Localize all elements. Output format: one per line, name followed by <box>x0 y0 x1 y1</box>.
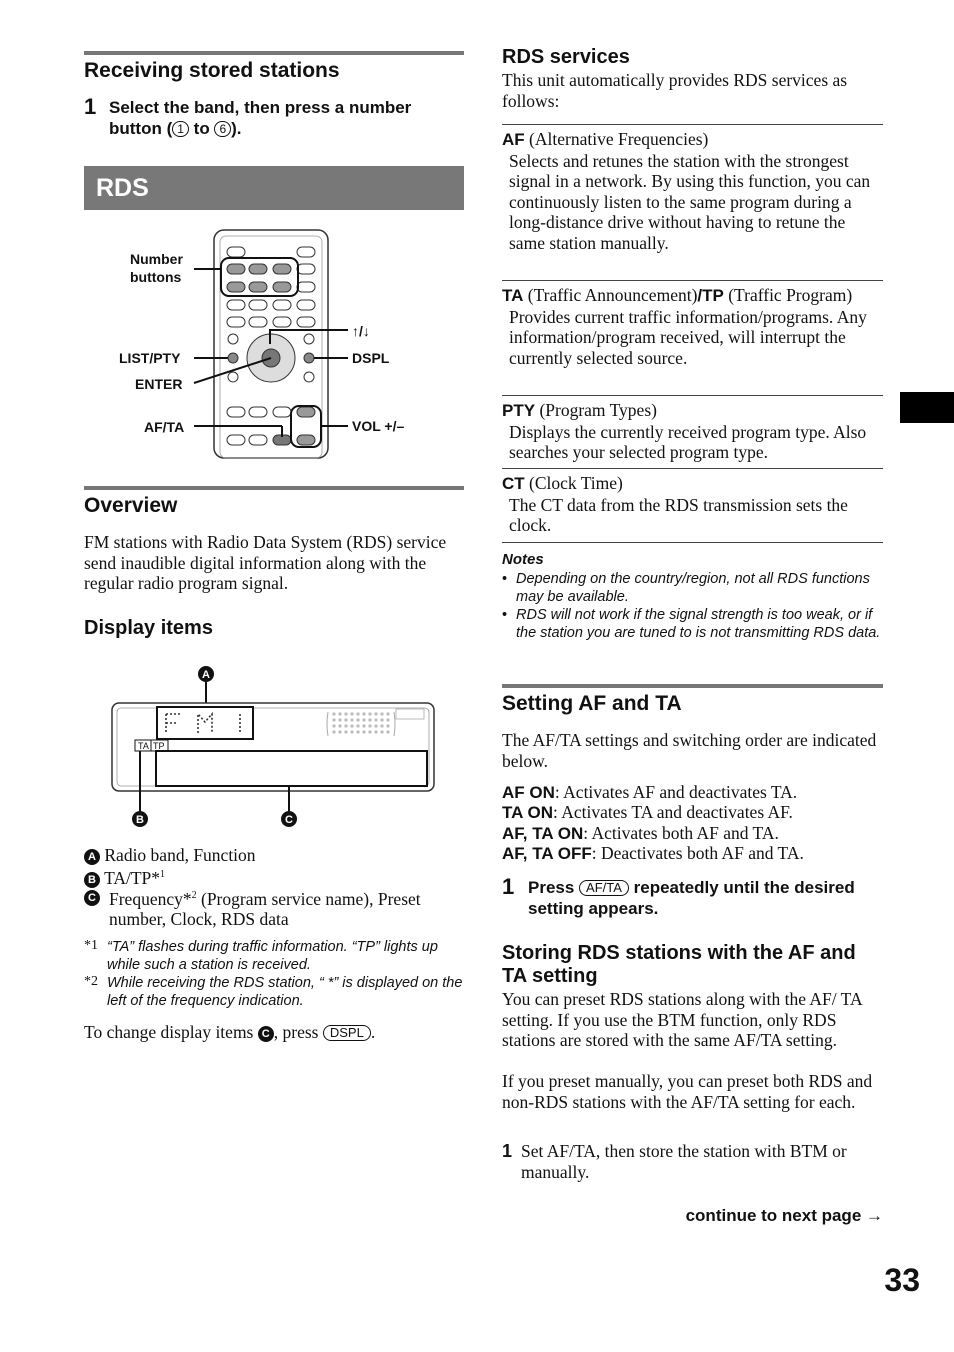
marker-b: B <box>136 814 144 826</box>
overview-title: Overview <box>84 494 178 517</box>
remote-label-af-ta: AF/TA <box>144 419 185 435</box>
receiving-step-text: Select the band, then press a number button ( 1 to 6 ). <box>109 98 412 138</box>
display-item-b: B TA/TP*$^1$ <box>84 865 464 888</box>
storing-step: 1 Set AF/TA, then store the station with BTM or manually. <box>502 1141 847 1182</box>
tp-indicator: TP <box>153 741 165 751</box>
remote-label-number-buttons-1: Number <box>130 251 183 267</box>
remote-label-enter: ENTER <box>135 376 183 392</box>
storing-p2: If you preset manually, you can preset both RDS and non-RDS stations with the AF/TA setting for each. <box>502 1071 873 1112</box>
page-number: 33 <box>884 1262 920 1298</box>
display-item-c: C Frequency*$^2$ (Program service name), Preset number, Clock, RDS data <box>84 886 464 930</box>
setting-title: Setting AF and TA <box>502 692 682 715</box>
receiving-step-number: 1 <box>84 94 97 119</box>
service-ta-tp: TA (Traffic Announcement)/TP (Traffic Program) Provides current traffic information/programs. Any information/program received, will interrupt the currently selected source. <box>502 280 883 395</box>
marker-a: A <box>202 669 210 681</box>
remote-label-dspl: DSPL <box>352 350 390 366</box>
setting-intro: The AF/TA settings and switching order are indicated below. <box>502 730 877 771</box>
receiving-title: Receiving stored stations <box>84 59 340 82</box>
setting-step-number: 1 <box>502 874 515 899</box>
service-ct: CT (Clock Time) The CT data from the RDS transmission sets the clock. <box>502 468 883 543</box>
overview-text: FM stations with Radio Data System (RDS) service send inaudible digital information along with the regular radio program signal. <box>84 532 447 594</box>
setting-mode: TA ON: Activates TA and deactivates AF. <box>502 802 793 822</box>
section-rule <box>84 51 464 55</box>
note-item: • Depending on the country/region, not all RDS functions may be available. <box>502 571 870 605</box>
continue-next-page: continue to next page → <box>685 1206 883 1225</box>
setting-mode: AF, TA OFF: Deactivates both AF and TA. <box>502 843 804 863</box>
display-items-title: Display items <box>84 617 213 639</box>
remote-label-arrows: ↑/↓ <box>352 323 370 339</box>
note-item: • RDS will not work if the signal strength is too weak, or if the station you are tuned to is not transmitting RDS data. <box>502 607 881 641</box>
storing-p1: You can preset RDS stations along with the AF/ TA setting. If you use the BTM function, only RDS stations are stored with the same AF/TA setting. <box>502 989 862 1051</box>
rds-services-intro: This unit automatically provides RDS services as follows: <box>502 70 848 111</box>
key-6: 6 <box>214 121 231 137</box>
section-rule <box>502 684 883 688</box>
rds-banner: RDS <box>84 166 464 210</box>
notes-title: Notes <box>502 551 544 568</box>
display-diagram <box>100 660 450 835</box>
section-rule <box>84 486 464 490</box>
remote-diagram <box>84 222 464 462</box>
setting-step-text: Press AF/TA repeatedly until the desired setting appears. <box>528 878 855 918</box>
footnote-1: *1 “TA” flashes during traffic information. “TP” lights up while such a station is received. <box>84 938 438 973</box>
edge-tab <box>900 392 954 423</box>
storing-title: Storing RDS stations with the AF and TA setting <box>502 942 856 987</box>
change-display-text: To change display items C , press DSPL . <box>84 1022 376 1042</box>
service-pty: PTY (Program Types) Displays the currently received program type. Also searches your selected program type. <box>502 395 883 468</box>
display-item-a: A Radio band, Function <box>84 845 464 866</box>
ta-indicator: TA <box>138 741 149 751</box>
setting-mode: AF, TA ON: Activates both AF and TA. <box>502 823 779 843</box>
dspl-key: DSPL <box>323 1025 371 1041</box>
footnote-2: *2 While receiving the RDS station, “ *” is displayed on the left of the frequency indication. <box>84 974 463 1009</box>
af-ta-key: AF/TA <box>579 880 629 896</box>
services-bottom-rule <box>502 542 883 543</box>
rds-services-title: RDS services <box>502 46 630 68</box>
marker-c: C <box>285 814 293 826</box>
setting-mode: AF ON: Activates AF and deactivates TA. <box>502 782 798 802</box>
remote-label-number-buttons-2: buttons <box>130 269 182 285</box>
service-af: AF (Alternative Frequencies) Selects and retunes the station with the strongest signal in a network. By using this function, you can continuously listen to the same program during a long-distance drive without having to retune the same station manually. <box>502 124 883 281</box>
remote-label-vol: VOL +/– <box>352 418 405 434</box>
remote-label-list-pty: LIST/PTY <box>119 350 181 366</box>
key-1: 1 <box>172 121 189 137</box>
